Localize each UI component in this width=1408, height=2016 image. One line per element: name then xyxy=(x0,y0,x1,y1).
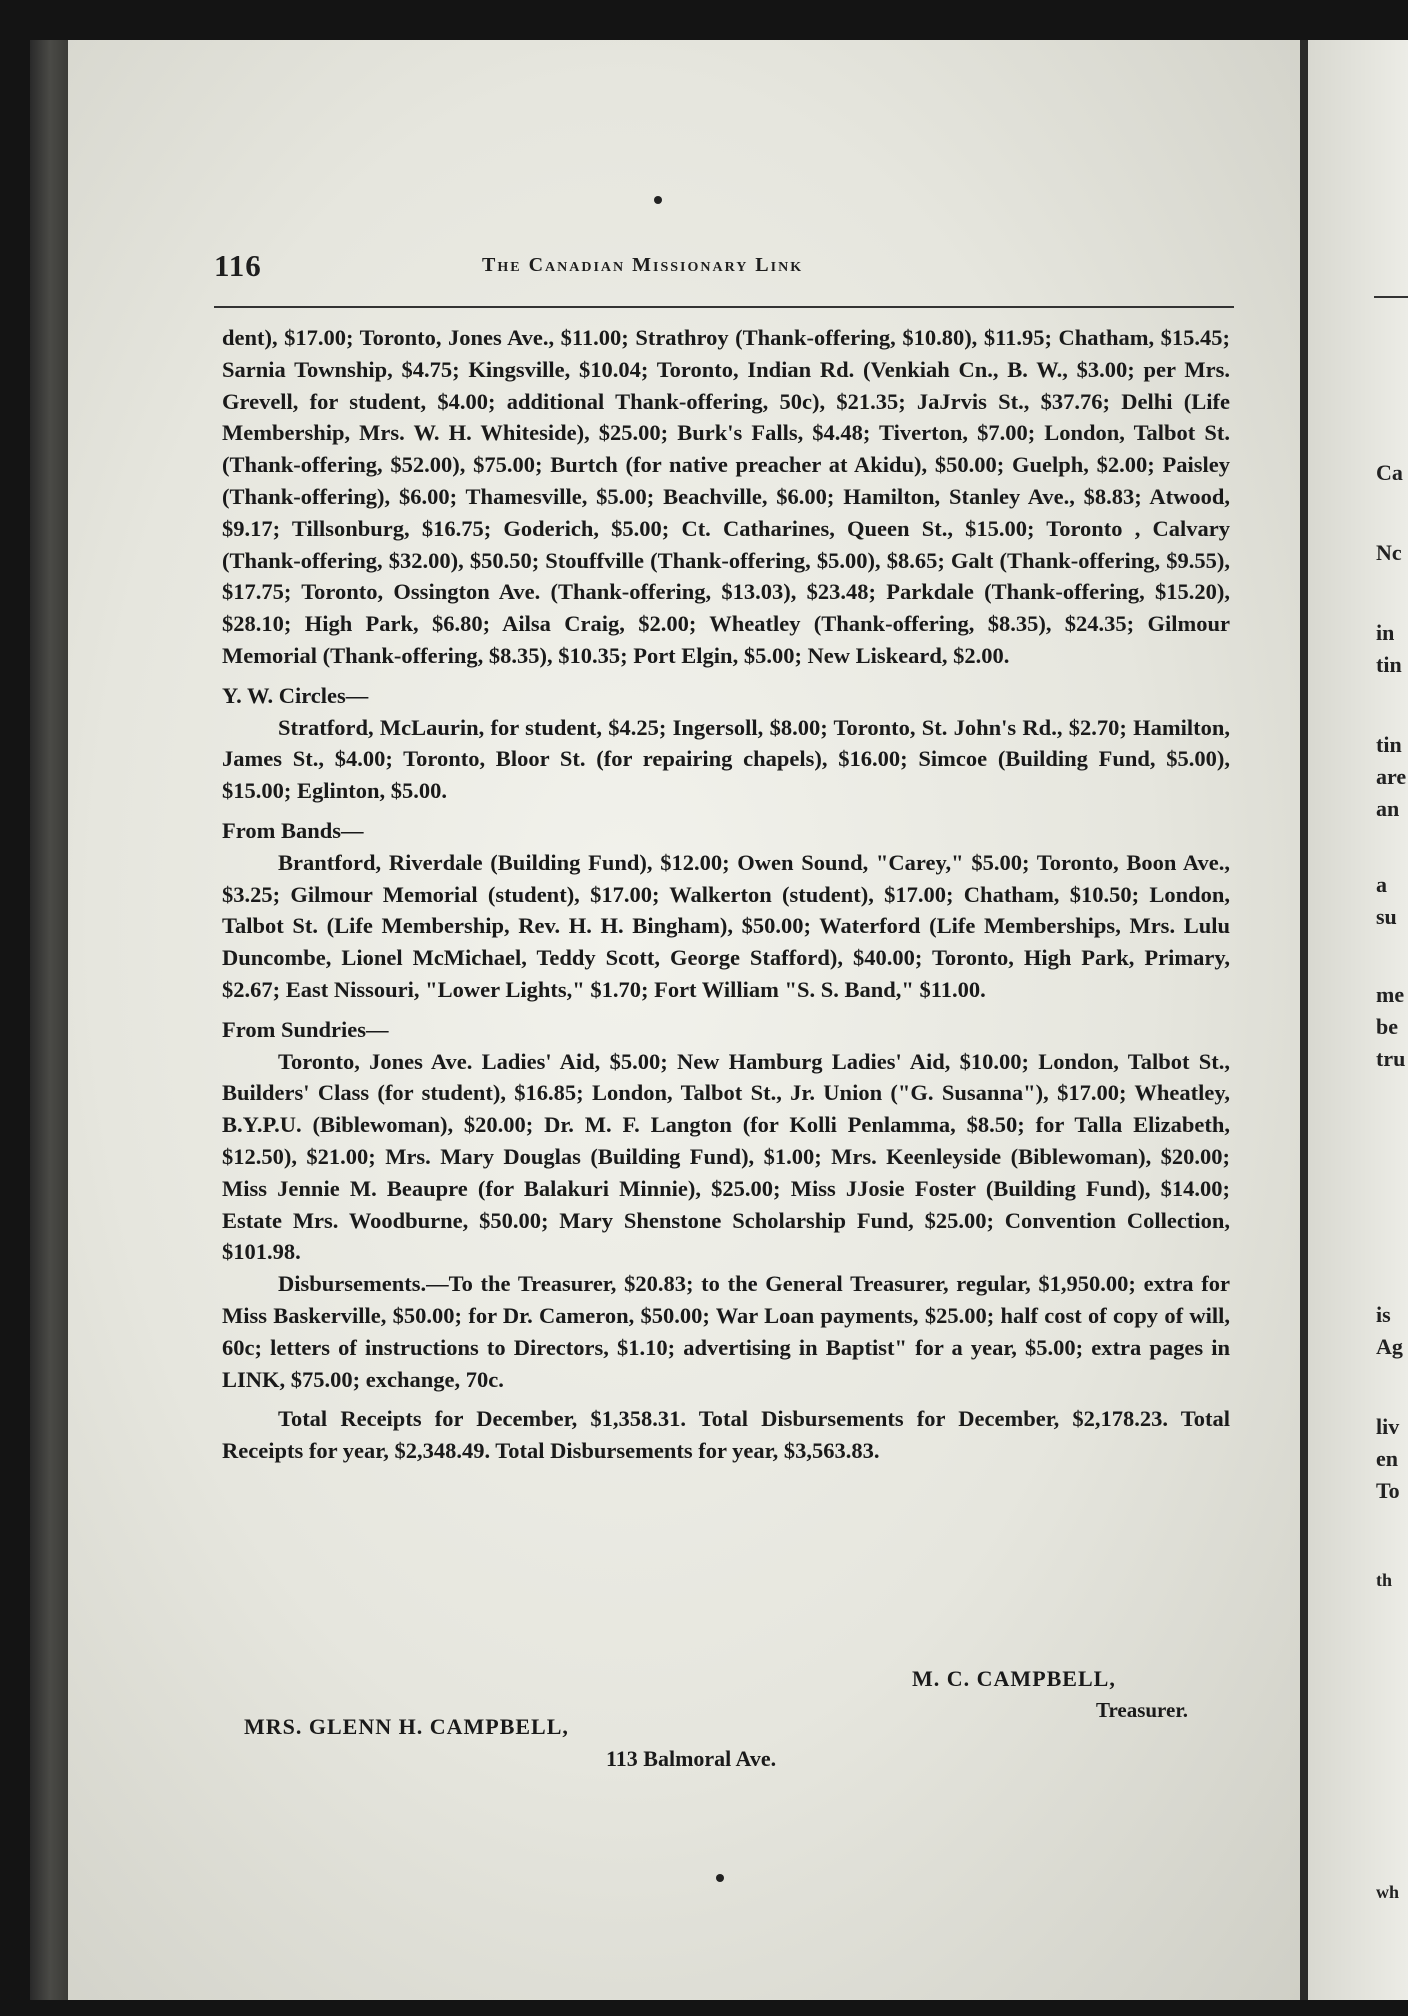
facing-page-rule xyxy=(1374,296,1408,298)
facing-page-fragment: To xyxy=(1376,1478,1400,1503)
signature-block xyxy=(244,0,1244,2016)
totals-paragraph: Total Receipts for December, $1,358.31. Total Disbursements for December, $2,178.23. Total Receipts for year, $2,348.49. Total Disbursements for year, $3,563.83. xyxy=(222,1406,1230,1464)
signatory-address: 113 Balmoral Ave. xyxy=(606,1746,777,1771)
bands-text: Brantford, Riverdale (Building Fund), $12.00; Owen Sound, "Carey," $5.00; Toronto, Boon Ave., $3.25; Gilmour Memorial (student), $17.00; Walkerton (student), $17.00; Chatham, $10.50; London, Talbot St. (Life Membership, Rev. H. H. Bingham), $50.00; Waterford (Life Memberships, Mrs. Lulu Duncombe, Lionel McMichael, Teddy Scott, George Stafford), $40.00; Toronto, High Park, Primary, $2.67; East Nissouri, "Lower Lights," $1.70; Fort William "S. S. Band," $11.00. xyxy=(222,849,1230,1002)
page-number: 116 xyxy=(214,248,262,283)
book-binding-edge xyxy=(30,40,70,2000)
facing-page-fragment: be xyxy=(1376,1014,1398,1039)
facing-page-fragment: are xyxy=(1376,764,1407,789)
facing-page-fragment: Ag xyxy=(1376,1334,1403,1359)
facing-page-fragment: th xyxy=(1376,1570,1393,1590)
running-head: The Canadian Missionary Link xyxy=(482,254,804,276)
facing-page-fragment: me xyxy=(1376,982,1405,1007)
facing-page-fragment: wh xyxy=(1376,1882,1400,1902)
facing-page-fragment: Ca xyxy=(1376,460,1403,485)
circles-continued-paragraph: dent), $17.00; Toronto, Jones Ave., $11.00; Strathroy (Thank-offering, $10.80), $11.95; Chatham, $15.45; Sarnia Township, $4.75; Kingsville, $10.04; Toronto, Indian Rd. (Venkiah Cn., B. W., $3.00; per Mrs. Grevell, for student, $4.00; additional Thank-offering, 50c), $21.35; JaJrvis St., $37.76; Delhi (Life Membership, Mrs. W. H. Whiteside), $25.00; Burk's Falls, $4.48; Tiverton, $7.00; London, Talbot St. (Thank-offering, $52.00), $75.00; Burtch (for native preacher at Akidu), $50.00; Guelph, $2.00; Paisley (Thank-offering), $6.00; Thamesville, $5.00; Beachville, $6.00; Hamilton, Stanley Ave., $8.83; Atwood, $9.17; Tillsonburg, $16.75; Goderich, $5.00; Ct. Catharines, Queen St., $15.00; Toronto , Calvary (Thank-offering, $32.00), $50.50; Stouffville (Thank-offering, $5.00), $8.65; Galt (Thank-offering, $9.55), $17.75; Toronto, Ossington Ave. (Thank-offering, $13.03), $23.48; Parkdale (Thank-offering, $15.20), $28.10; High Park, $6.80; Ailsa Craig, $2.00; Wheatley (Thank-offering, $8.35), $24.35; Gilmour Memorial (Thank-offering, $8.35), $10.35; Port Elgin, $5.00; New Liskeard, $2.00. xyxy=(222,325,1230,668)
facing-page-fragment: an xyxy=(1376,796,1400,821)
facing-page-fragment: Nc xyxy=(1376,540,1402,565)
yw-circles-heading: Y. W. Circles— xyxy=(222,682,369,708)
facing-page-fragment: su xyxy=(1376,904,1397,929)
facing-page-fragment: tru xyxy=(1376,1046,1406,1071)
treasurer-title: Treasurer. xyxy=(1096,1698,1188,1722)
bands-heading: From Bands— xyxy=(222,817,364,843)
facing-page-fragment: en xyxy=(1376,1446,1398,1471)
page-gutter xyxy=(1300,40,1308,2000)
treasurer-name: M. C. CAMPBELL, xyxy=(912,1666,1116,1691)
facing-page-fragment: liv xyxy=(1376,1414,1400,1439)
facing-page-edge xyxy=(1308,40,1408,2000)
yw-circles-text: Stratford, McLaurin, for student, $4.25; Ingersoll, $8.00; Toronto, St. John's Rd., $2.70; Hamilton, James St., $4.00; Toronto, Bloor St. (for repairing chapels), $16.00; Simcoe (Building Fund, $5.00), $15.00; Eglinton, $5.00. xyxy=(222,714,1230,804)
facing-page-fragment: tin xyxy=(1376,732,1402,757)
facing-page-fragment: is xyxy=(1376,1302,1391,1327)
signatory-name: MRS. GLENN H. CAMPBELL, xyxy=(244,1714,569,1739)
facing-page-fragment: a xyxy=(1376,872,1387,897)
facing-page-fragment: in xyxy=(1376,620,1395,645)
sundries-heading: From Sundries— xyxy=(222,1016,389,1042)
sundries-text: Toronto, Jones Ave. Ladies' Aid, $5.00; New Hamburg Ladies' Aid, $10.00; London, Talbot St., Builders' Class (for student), $16.85; London, Talbot St., Jr. Union ("G. Susanna"), $17.00; Wheatley, B.Y.P.U. (Biblewoman), $20.00; Dr. M. F. Langton (for Kolli Penlamma, $8.50; for Talla Elizabeth, $12.50), $21.00; Mrs. Mary Douglas (Building Fund), $1.00; Mrs. Keenleyside (Biblewoman), $20.00; Miss Jennie M. Beaupre (for Balakuri Minnie), $25.00; Miss JJosie Foster (Building Fund), $14.00; Estate Mrs. Woodburne, $50.00; Mary Shenstone Scholarship Fund, $25.00; Convention Collection, $101.98. xyxy=(222,1048,1230,1265)
facing-page-fragment: tin xyxy=(1376,652,1402,677)
disbursements-paragraph: Disbursements.—To the Treasurer, $20.83; to the General Treasurer, regular, $1,950.00; extra for Miss Baskerville, $50.00; for Dr. Cameron, $50.00; War Loan payments, $25.00; half cost of copy of will, 60c; letters of instructions to Directors, $1.10; advertising in Baptist" for a year, $5.00; extra pages in LINK, $75.00; exchange, 70c. xyxy=(222,1271,1230,1392)
